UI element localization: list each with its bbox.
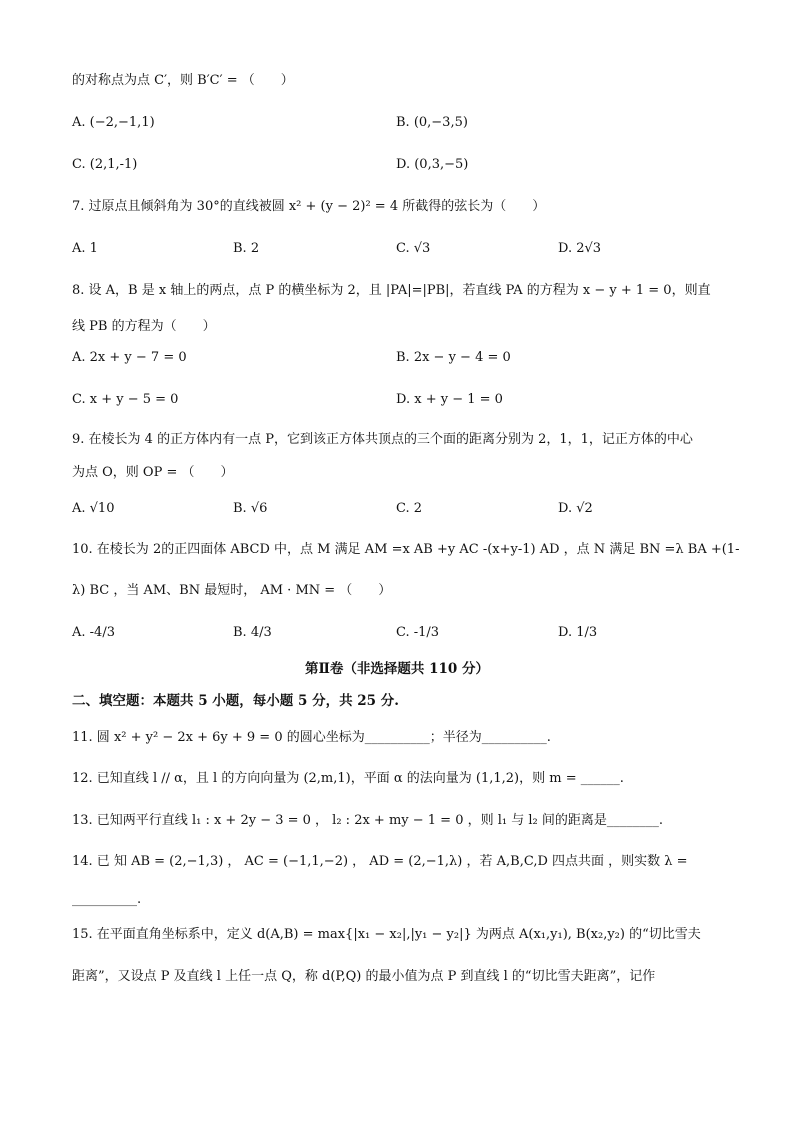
q8-option-b: B. 2x − y − 4 = 0 <box>396 350 511 365</box>
q9-option-a: A. √10 <box>72 501 115 516</box>
q10-option-a: A. -4/3 <box>72 625 115 640</box>
q15-line1: 15. 在平面直角坐标系中，定义 d(A,B) = max{|x₁ − x₂|,|y₁ − y₂|} 为两点 A(x₁,y₁), B(x₂,y₂) 的“切比雪夫 <box>72 927 701 942</box>
q7-option-a: A. 1 <box>72 241 98 256</box>
q6-option-d: D. (0,3,−5) <box>396 157 469 172</box>
q12-stem: 12. 已知直线 l // α，且 l 的方向向量为 (2,m,1)，平面 α 的法向量为 (1,1,2)，则 m = ______. <box>72 771 624 786</box>
q9-option-c: C. 2 <box>396 501 423 516</box>
q14-line2: __________. <box>72 892 142 907</box>
q10-option-d: D. 1/3 <box>558 625 598 640</box>
q7-option-c: C. √3 <box>396 241 431 256</box>
q10-stem-line2: λ) BC ，当 AM、BN 最短时， AM · MN = （ ） <box>72 583 392 598</box>
q8-stem-line1: 8. 设 A，B 是 x 轴上的两点，点 P 的横坐标为 2，且 |PA|=|PB|，若直线 PA 的方程为 x − y + 1 = 0，则直 <box>72 283 711 298</box>
q10-stem-line1: 10. 在棱长为 2的正四面体 ABCD 中，点 M 满足 AM =x AB +y AC -(x+y-1) AD ，点 N 满足 BN =λ BA +(1- <box>72 542 740 557</box>
q8-option-d: D. x + y − 1 = 0 <box>396 392 503 407</box>
section2-title: 二、填空题：本题共 5 小题，每小题 5 分，共 25 分. <box>72 693 399 709</box>
q9-option-b: B. √6 <box>233 501 268 516</box>
q14-line1: 14. 已 知 AB = (2,−1,3) ， AC = (−1,1,−2) ， AD = (2,−1,λ) ，若 A,B,C,D 四点共面 ，则实数 λ = <box>72 854 688 869</box>
q13-stem: 13. 已知两平行直线 l₁ : x + 2y − 3 = 0 ， l₂ : 2x + my − 1 = 0 ，则 l₁ 与 l₂ 间的距离是________. <box>72 813 664 828</box>
q7-option-b: B. 2 <box>233 241 260 256</box>
q6-continuation: 的对称点为点 C′，则 B′C′ = （ ） <box>72 73 294 88</box>
q9-stem-line1: 9. 在棱长为 4 的正方体内有一点 P，它到该正方体共顶点的三个面的距离分别为 2，1，1，记正方体的中心 <box>72 432 693 447</box>
q7-stem: 7. 过原点且倾斜角为 30°的直线被圆 x² + (y − 2)² = 4 所截得的弦长为（ ） <box>72 199 546 214</box>
q6-option-b: B. (0,−3,5) <box>396 115 468 130</box>
q6-option-c: C. (2,1,-1) <box>72 157 138 172</box>
q7-option-d: D. 2√3 <box>558 241 602 256</box>
part2-title: 第Ⅱ卷（非选择题共 110 分） <box>305 661 489 677</box>
q10-option-c: C. -1/3 <box>396 625 440 640</box>
q9-option-d: D. √2 <box>558 501 593 516</box>
q8-stem-line2: 线 PB 的方程为（ ） <box>72 319 216 334</box>
q15-line2: 距离”，又设点 P 及直线 l 上任一点 Q，称 d(P,Q) 的最小值为点 P 到直线 l 的“切比雪夫距离”，记作 <box>72 969 656 984</box>
q11-stem: 11. 圆 x² + y² − 2x + 6y + 9 = 0 的圆心坐标为__________；半径为__________. <box>72 730 551 745</box>
q8-option-a: A. 2x + y − 7 = 0 <box>72 350 187 365</box>
q8-option-c: C. x + y − 5 = 0 <box>72 392 179 407</box>
q6-option-a: A. (−2,−1,1) <box>72 115 155 130</box>
q10-option-b: B. 4/3 <box>233 625 272 640</box>
q9-stem-line2: 为点 O，则 OP = （ ） <box>72 465 234 480</box>
